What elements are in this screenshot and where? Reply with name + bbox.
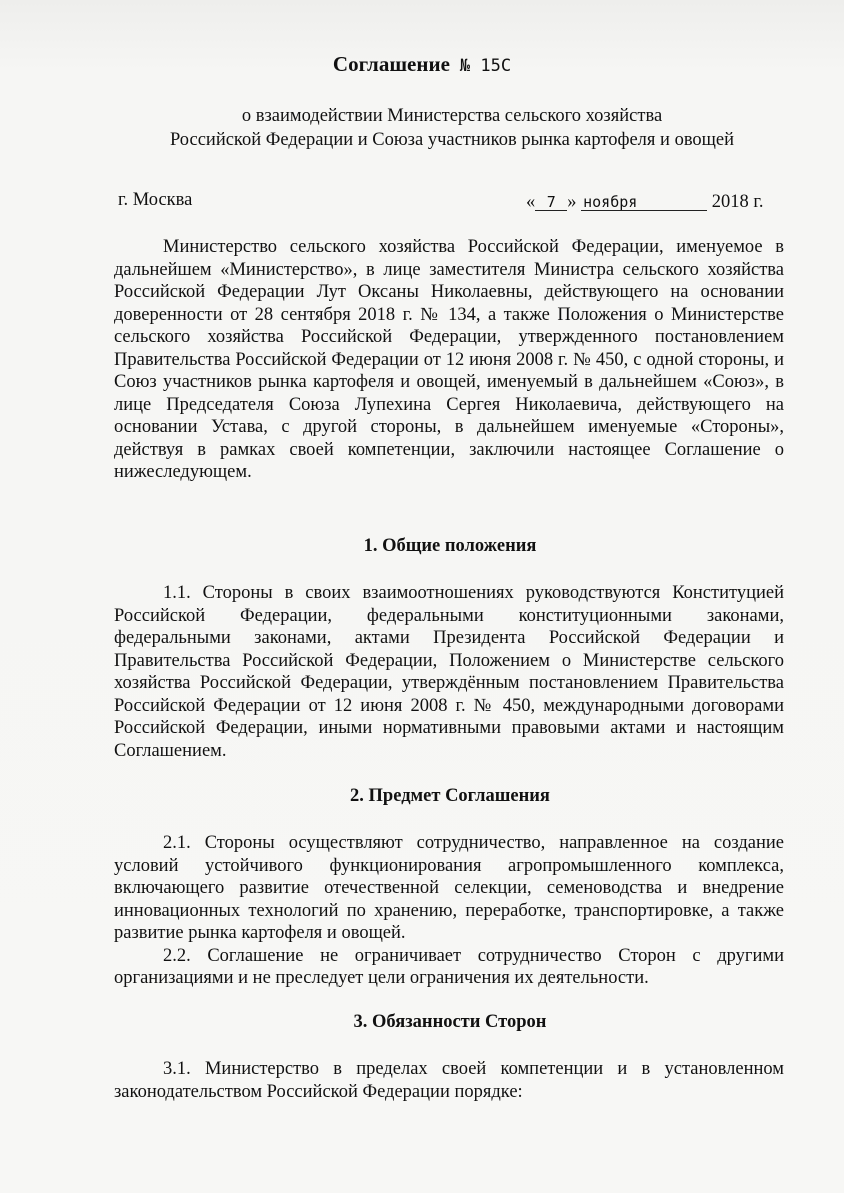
document-number: № 15С bbox=[459, 56, 512, 76]
date-month: ноября bbox=[581, 194, 707, 211]
document-title: Соглашение bbox=[332, 52, 450, 76]
city: г. Москва bbox=[118, 190, 193, 210]
date-close-quote: » bbox=[567, 192, 577, 212]
subtitle-line-1: о взаимодействии Министерства сельского хозяйства bbox=[241, 106, 663, 126]
preamble-text: Министерство сельского хозяйства Российской Федерации, именуемое в дальнейшем «Министерство», в лице заместителя Министра сельского хозяйства Российской Федерации Лут Оксаны Николаевны, действующего на основании доверенности от 28 сентября 2018 г. № 134, а также Положения о Министерстве сельского хозяйства Российской Федерации, утвержденного постановлением Правительства Российской Федерации от 12 июня 2008 г. № 450, с одной стороны, и Союз участников рынка картофеля и овощей, именуемый в дальнейшем «Союз», в лице Председателя Союза Лупехина Сергея Николаевича, действующего на основании Устава, с другой стороны, в дальнейшем именуемые «Стороны», действуя в рамках своей компетенции, заключили настоящее Соглашение о нижеследующем. bbox=[114, 237, 784, 482]
section-1-heading: 1. Общие положения bbox=[363, 536, 537, 556]
date-open-quote: « bbox=[526, 192, 536, 212]
section-3-body bbox=[114, 1058, 784, 1103]
date-day: 7 bbox=[535, 194, 567, 211]
section-1-body bbox=[114, 582, 784, 762]
section-2-body bbox=[114, 832, 784, 990]
section-3-heading: 3. Обязанности Сторон bbox=[353, 1012, 547, 1032]
paragraph-2-1: 2.1. Стороны осуществляют сотрудничество, направленное на создание условий устойчивого функционирования агропромышленного комплекса, включающего развитие отечественной селекции, семеноводства и внедрение инновационных технологий по хранению, переработке, транспортировке, а также развитие рынка картофеля и овощей. bbox=[114, 833, 784, 943]
paragraph-1-1: 1.1. Стороны в своих взаимоотношениях руководствуются Конституцией Российской Федерации, федеральными конституционными законами, федеральными законами, актами Президента Российской Федерации и Правительства Российской Федерации, Положением о Министерстве сельского хозяйства Российской Федерации, утверждённым постановлением Правительства Российской Федерации от 12 июня 2008 г. № 450, международными договорами Российской Федерации, иными нормативными правовыми актами и настоящим Соглашением. bbox=[114, 583, 784, 761]
paragraph-2-2: 2.2. Соглашение не ограничивает сотрудничество Сторон с другими организациями и не преследует цели ограничения их деятельности. bbox=[114, 945, 784, 988]
subtitle-line-2: Российской Федерации и Союза участников рынка картофеля и овощей bbox=[169, 130, 735, 150]
date-year: 2018 г. bbox=[711, 192, 764, 212]
section-2-heading: 2. Предмет Соглашения bbox=[350, 786, 550, 806]
preamble bbox=[114, 236, 784, 484]
paragraph-3-1: 3.1. Министерство в пределах своей компетенции и в установленном законодательством Российской Федерации порядке: bbox=[114, 1059, 784, 1102]
document-subtitle bbox=[0, 104, 844, 152]
document-date bbox=[526, 192, 764, 213]
document-title-line bbox=[0, 52, 844, 77]
